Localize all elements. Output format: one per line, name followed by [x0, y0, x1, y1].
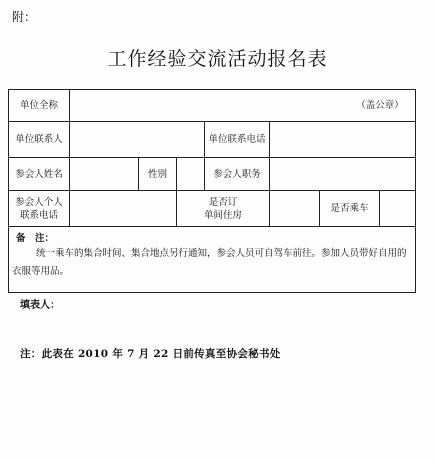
- participant-name-field[interactable]: [70, 158, 138, 190]
- table-row-divider: [8, 226, 416, 227]
- page-title: 工作经验交流活动报名表: [107, 48, 328, 70]
- seal-hint: （盖公章）: [356, 100, 404, 111]
- unit-contact-field[interactable]: [70, 122, 204, 157]
- participant-phone-field[interactable]: [70, 191, 176, 226]
- remarks-label: 备 注：: [16, 233, 55, 244]
- form-filler-label: 填表人：: [20, 300, 60, 311]
- room-booking-field[interactable]: [270, 191, 319, 226]
- remarks-text: 统一乘车的集合时间、集合地点另行通知，参会人员可自驾车前往。参加人员带好自用的衣服等用品。: [12, 248, 407, 277]
- room-booking-label-line2: 单间住房: [203, 209, 242, 221]
- participant-position-field[interactable]: [270, 158, 415, 190]
- participant-position-label: 参会人职务: [213, 168, 261, 180]
- bus-field[interactable]: [380, 191, 415, 226]
- bus-label: 是否乘车: [330, 203, 369, 214]
- attachment-label: 附：: [12, 10, 37, 24]
- participant-phone-label-line1: 参会人个人: [15, 196, 63, 208]
- unit-contact-label: 单位联系人: [15, 134, 63, 145]
- room-booking-label-line1: 是否订: [208, 196, 238, 208]
- unit-phone-label: 单位联系电话: [208, 134, 266, 145]
- participant-phone-label-line2: 联系电话: [19, 209, 58, 221]
- participant-phone-label: [9, 191, 69, 226]
- unit-phone-field[interactable]: [270, 122, 415, 157]
- table-border-right: [415, 89, 416, 293]
- participant-name-label: 参会人姓名: [15, 168, 63, 180]
- gender-label: 性别: [147, 168, 167, 180]
- room-booking-label: [177, 191, 269, 226]
- gender-field[interactable]: [177, 158, 204, 190]
- unit-name-label: 单位全称: [19, 100, 58, 111]
- table-border-bottom: [8, 292, 416, 293]
- footnote: 注：此表在 2010 年 7 月 22 日前传真至协会秘书处: [20, 348, 281, 360]
